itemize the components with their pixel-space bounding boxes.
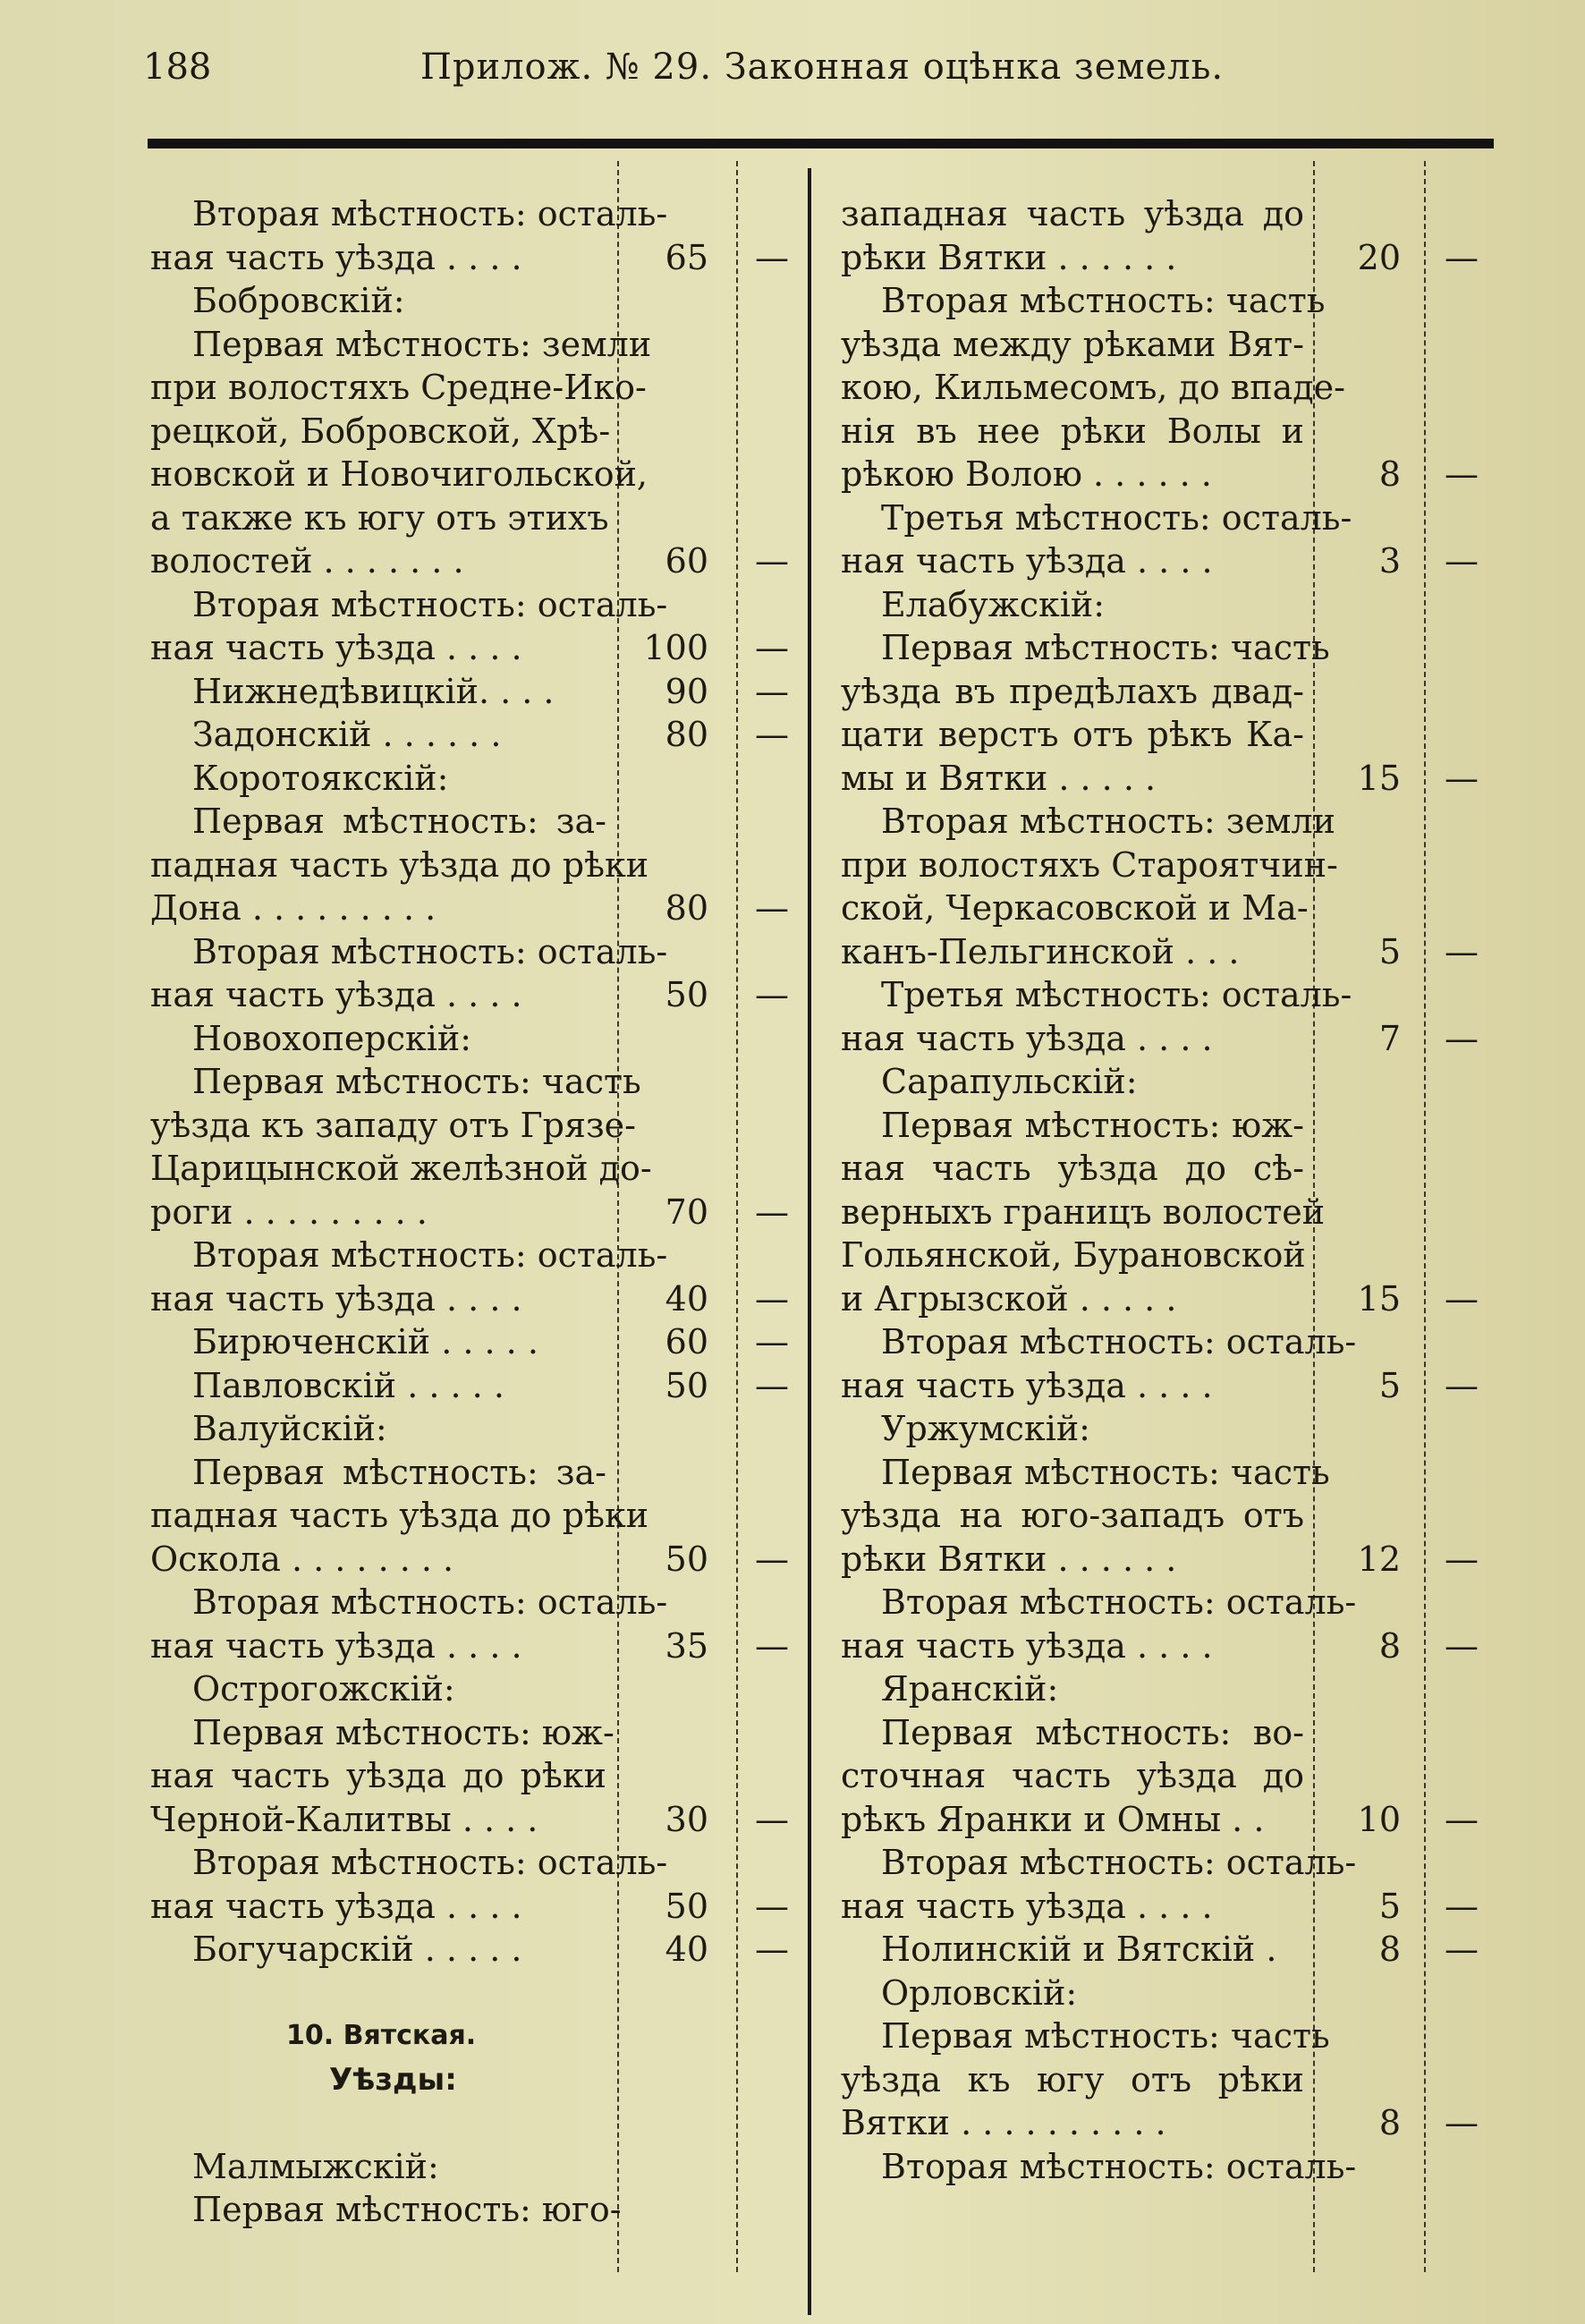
left-entry-text: а также къ югу отъ этихъ (150, 497, 609, 538)
left-entry-text: 10. Вятская. (286, 2020, 477, 2051)
left-entry-text: новской и Новочигольской, (150, 454, 648, 494)
right-entry-text: ная часть уѣзда . . . . (841, 1886, 1213, 1926)
left-entry-text: Первая мѣстность: юго- (192, 2190, 622, 2229)
right-entry-dash: — (1445, 1930, 1479, 1969)
left-entry-text: падная часть уѣзда до рѣки (150, 844, 649, 885)
left-entry-value: 30 (665, 1799, 708, 1839)
right-entry-text: нія въ нее рѣки Волы и (841, 411, 1304, 451)
right-entry-dash: — (1445, 1018, 1479, 1058)
right-entry-text: Первая мѣстность: часть (881, 2016, 1330, 2056)
left-entry-dash: — (755, 237, 789, 277)
left-entry-value: 40 (665, 1278, 708, 1319)
left-entry-text: Богучарскій . . . . . (192, 1930, 522, 1969)
right-entry-dash: — (1445, 758, 1479, 798)
left-entry-text: ная часть уѣзда . . . . (150, 237, 522, 277)
right-entry-text: Елабужскій: (881, 584, 1106, 624)
left-entry-value: 50 (665, 975, 708, 1014)
left-entry-value: 50 (665, 1886, 708, 1926)
right-entry-value: 8 (1378, 1625, 1401, 1666)
left-entry-text: Первая мѣстность: за- (192, 802, 606, 841)
right-entry-value: 15 (1357, 758, 1401, 798)
left-entry-text: уѣзда къ западу отъ Грязе- (150, 1105, 637, 1145)
right-entry-text: уѣзда въ предѣлахъ двад- (841, 671, 1304, 711)
left-entry-dash: — (755, 671, 789, 711)
left-entry-text: Первая мѣстность: юж- (192, 1712, 615, 1752)
right-entry-value: 5 (1378, 1886, 1401, 1926)
right-entry-text: рѣкъ Яранки и Омны . . (841, 1799, 1265, 1839)
left-entry-text: падная часть уѣзда до рѣки (150, 1496, 649, 1535)
left-entry-value: 80 (665, 715, 708, 754)
left-entry-text: Вторая мѣстность: осталь- (192, 931, 668, 971)
right-entry-text: ная часть уѣзда до сѣ- (841, 1149, 1304, 1188)
right-entry-dash: — (1445, 1799, 1479, 1839)
left-entry-text: рецкой, Бобровской, Хрѣ- (150, 411, 611, 451)
right-entry-text: канъ-Пельгинской . . . (841, 931, 1240, 971)
right-entry-text: сточная часть уѣзда до (841, 1756, 1304, 1795)
page-number: 188 (143, 47, 212, 88)
right-entry-value: 3 (1378, 541, 1401, 581)
left-entry-text: Бобровскій: (192, 281, 405, 320)
left-entry-text: Первая мѣстность: за- (192, 1452, 606, 1492)
right-entry-text: ная часть уѣзда . . . . (841, 1625, 1213, 1666)
right-entry-text: Вторая мѣстность: осталь- (881, 2146, 1357, 2186)
right-entry-text: западная часть уѣзда до (841, 194, 1304, 233)
right-entry-value: 10 (1357, 1799, 1401, 1839)
right-entry-text: Вторая мѣстность: осталь- (881, 1582, 1357, 1622)
right-entry-text: Первая мѣстность: юж- (881, 1105, 1304, 1145)
left-entry-text: ная часть уѣзда . . . . (150, 628, 522, 667)
right-entry-text: рѣки Вятки . . . . . . (841, 1539, 1177, 1579)
right-entry-text: Нолинскій и Вятскій . (881, 1930, 1277, 1969)
left-entry-text: Малмыжскій: (192, 2146, 439, 2186)
left-entry-text: Дона . . . . . . . . . (150, 888, 437, 928)
right-entry-dash: — (1445, 1278, 1479, 1319)
left-entry-dash: — (755, 541, 789, 581)
left-entry-text: волостей . . . . . . . (150, 541, 464, 581)
left-entry-text: роги . . . . . . . . . (150, 1192, 428, 1232)
right-entry-dash: — (1445, 541, 1479, 581)
right-entry-text: при волостяхъ Староятчин- (841, 844, 1338, 885)
right-entry-text: рѣкою Волою . . . . . . (841, 454, 1212, 494)
right-entry-value: 8 (1378, 454, 1401, 494)
right-entry-text: кою, Кильмесомъ, до впаде- (841, 368, 1345, 407)
left-entry-value: 90 (665, 671, 708, 711)
left-entry-dash: — (755, 1322, 789, 1361)
right-entry-text: Первая мѣстность: часть (881, 628, 1330, 667)
left-entry-text: Валуйскій: (192, 1409, 387, 1448)
left-entry-dash: — (755, 975, 789, 1014)
right-entry-text: мы и Вятки . . . . . (841, 758, 1157, 798)
right-entry-text: Вторая мѣстность: осталь- (881, 1843, 1357, 1882)
right-entry-dash: — (1445, 454, 1479, 494)
left-entry-text: ная часть уѣзда . . . . (150, 1625, 522, 1666)
page-title: Прилож. № 29. Законная оцѣнка земель. (420, 47, 1225, 88)
right-dash-divider (1424, 161, 1426, 2272)
right-entry-text: Уржумскій: (881, 1409, 1090, 1448)
left-entry-text: ная часть уѣзда . . . . (150, 1278, 522, 1319)
right-entry-text: рѣки Вятки . . . . . . (841, 237, 1177, 277)
right-entry-value: 7 (1378, 1018, 1401, 1058)
header-rule (148, 139, 1494, 148)
left-entry-dash: — (755, 1625, 789, 1666)
right-entry-dash: — (1445, 1625, 1479, 1666)
right-entry-text: и Агрызской . . . . . (841, 1278, 1177, 1319)
right-entry-text: уѣзда между рѣками Вят- (841, 324, 1304, 364)
left-entry-value: 60 (665, 1322, 708, 1361)
left-entry-text: Острогожскій: (192, 1669, 455, 1709)
right-entry-value: 8 (1378, 2103, 1401, 2142)
left-entry-text: ная часть уѣзда . . . . (150, 975, 522, 1014)
right-entry-dash: — (1445, 1365, 1479, 1405)
right-entry-dash: — (1445, 1886, 1479, 1926)
right-entry-text: уѣзда къ югу отъ рѣки (841, 2059, 1304, 2099)
left-entry-text: Вторая мѣстность: осталь- (192, 1582, 668, 1622)
left-entry-text: Задонскій . . . . . . (192, 715, 502, 754)
right-entry-text: верныхъ границъ волостей (841, 1192, 1326, 1232)
right-entry-text: Третья мѣстность: осталь- (881, 497, 1352, 538)
left-entry-dash: — (755, 1278, 789, 1319)
right-entry-text: цати верстъ отъ рѣкъ Ка- (841, 715, 1304, 754)
left-entry-dash: — (755, 1192, 789, 1232)
right-entry-dash: — (1445, 931, 1479, 971)
left-dash-divider (736, 161, 738, 2272)
right-entry-text: Первая мѣстность: во- (881, 1712, 1304, 1752)
left-entry-dash: — (755, 1799, 789, 1839)
left-entry-value: 40 (665, 1930, 708, 1969)
left-entry-text: Первая мѣстность: земли (192, 324, 652, 364)
right-entry-text: Вторая мѣстность: осталь- (881, 1322, 1357, 1361)
left-entry-text: Вторая мѣстность: осталь- (192, 584, 668, 624)
left-entry-text: Вторая мѣстность: осталь- (192, 1843, 668, 1882)
left-entry-dash: — (755, 1539, 789, 1579)
left-entry-dash: — (755, 1886, 789, 1926)
left-entry-value: 60 (665, 541, 708, 581)
left-entry-value: 35 (665, 1625, 708, 1666)
left-entry-text: Вторая мѣстность: осталь- (192, 1235, 668, 1275)
left-entry-text: Бирюченскій . . . . . (192, 1322, 538, 1361)
right-entry-value: 5 (1378, 931, 1401, 971)
right-entry-dash: — (1445, 1539, 1479, 1579)
left-entry-text: Новохоперскій: (192, 1018, 472, 1058)
left-entry-value: 50 (665, 1365, 708, 1405)
left-entry-value: 65 (665, 237, 708, 277)
left-entry-text: ная часть уѣзда . . . . (150, 1886, 522, 1926)
right-entry-value: 8 (1378, 1930, 1401, 1969)
left-entry-text: Павловскій . . . . . (192, 1365, 504, 1405)
left-entry-text: при волостяхъ Средне-Ико- (150, 368, 647, 407)
left-entry-dash: — (755, 715, 789, 754)
left-entry-value: 50 (665, 1539, 708, 1579)
right-entry-value: 5 (1378, 1365, 1401, 1405)
right-entry-dash: — (1445, 237, 1479, 277)
center-column-rule (808, 168, 811, 2315)
left-entry-value: 80 (665, 888, 708, 928)
right-entry-text: ской, Черкасовской и Ма- (841, 888, 1309, 928)
left-entry-text: ная часть уѣзда до рѣки (150, 1756, 606, 1795)
right-entry-text: Орловскій: (881, 1972, 1078, 2013)
running-header (143, 47, 1494, 100)
right-entry-text: Вторая мѣстность: земли (881, 802, 1335, 841)
left-entry-dash: — (755, 1365, 789, 1405)
right-entry-value: 12 (1357, 1539, 1401, 1579)
right-entry-value: 20 (1357, 237, 1401, 277)
right-entry-dash: — (1445, 2103, 1479, 2142)
left-entry-text: Первая мѣстность: часть (192, 1062, 641, 1101)
right-entry-value: 15 (1357, 1278, 1401, 1319)
left-entry-value: 100 (643, 628, 708, 667)
right-entry-text: Гольянской, Бурановской (841, 1235, 1306, 1275)
left-entry-dash: — (755, 628, 789, 667)
left-entry-text: Оскола . . . . . . . . (150, 1539, 454, 1579)
right-entry-text: ная часть уѣзда . . . . (841, 541, 1213, 581)
right-entry-text: Вторая мѣстность: часть (881, 281, 1326, 320)
left-entry-dash: — (755, 1930, 789, 1969)
right-entry-text: Яранскій: (881, 1669, 1059, 1709)
left-entry-text: Вторая мѣстность: осталь- (192, 194, 668, 233)
left-entry-text: Нижнедѣвицкій. . . . (192, 671, 555, 711)
right-entry-text: Сарапульскій: (881, 1062, 1138, 1101)
right-entry-text: ная часть уѣзда . . . . (841, 1365, 1213, 1405)
right-entry-text: Первая мѣстность: часть (881, 1452, 1330, 1492)
left-entry-text: Уѣзды: (329, 2061, 457, 2098)
right-entry-text: уѣзда на юго-западъ отъ (841, 1496, 1304, 1535)
left-entry-value: 70 (665, 1192, 708, 1232)
right-entry-text: ная часть уѣзда . . . . (841, 1018, 1213, 1058)
left-entry-text: Черной-Калитвы . . . . (150, 1799, 538, 1839)
left-entry-dash: — (755, 888, 789, 928)
left-entry-text: Царицынской желѣзной до- (150, 1149, 652, 1188)
left-entry-text: Коротоякскій: (192, 758, 449, 798)
right-entry-text: Вятки . . . . . . . . . . (841, 2103, 1166, 2142)
right-entry-text: Третья мѣстность: осталь- (881, 975, 1352, 1014)
